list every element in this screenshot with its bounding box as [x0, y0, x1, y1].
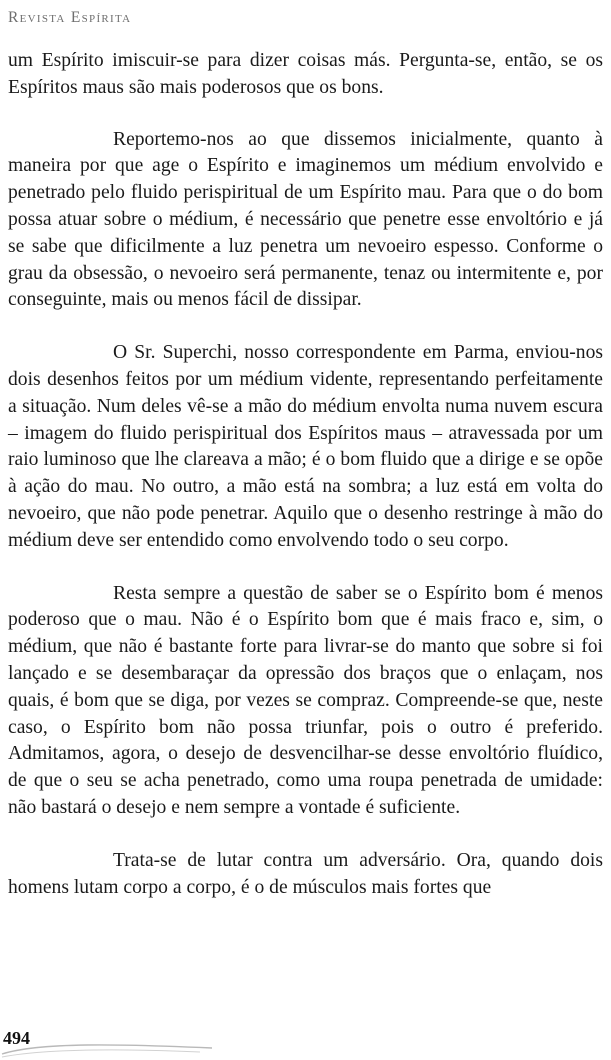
paragraph-struggle-adversary: Trata-se de lutar contra um adversário. Ora, quando dois homens lutam corpo a corpo, é o de músculos mais fortes que [8, 849, 603, 898]
swoosh-ornament-icon [0, 1022, 220, 1060]
page-body [8, 48, 603, 927]
paragraph-superchi-drawings: O Sr. Superchi, nosso correspondente em Parma, enviou-nos dois desenhos feitos por um médium vidente, representando perfeitamente a situação. Num deles vê-se a mão do médium envolta numa nuvem escura – imagem do fluido perispiritual dos Espíritos maus – atravessada por um raio luminoso que lhe clareava a mão; é o bom fluido que a dirige e se opõe à ação do mau. No outro, a mão está na sombra; a luz está em volta do nevoeiro, que não pode penetrar. Aquilo que o desenho restringe à mão do médium deve ser entendido como envolvendo todo o seu corpo. [8, 342, 603, 551]
paragraph-good-spirit-question: Resta sempre a questão de saber se o Espírito bom é menos poderoso que o mau. Não é o Espírito bom que é mais fraco e, sim, o médium, que não é bastante forte para livrar-se do manto que sobre si foi lançado e se desembaraçar da opressão dos braços que o enlaçam, nos quais, é bom que se diga, por vezes se compraz. Compreende-se que, neste caso, o Espírito bom não possa triunfar, pois o outro é preferido. Admitamos, agora, o desejo de desvencilhar-se desse envoltório fluídico, de que o seu se acha penetrado, como uma roupa penetrada de umidade: não bastará o desejo e nem sempre a vontade é suficiente. [8, 582, 603, 818]
page-footer [0, 1022, 611, 1060]
paragraph-mediumship-fluid: Reportemo-nos ao que dissemos inicialmente, quanto à maneira por que age o Espírito e imaginemos um médium envolvido e penetrado pelo fluido perispiritual de um Espírito mau. Para que o do bom possa atuar sobre o médium, é necessário que penetre esse envoltório e já se sabe que dificilmente a luz penetra um nevoeiro espesso. Conforme o grau da obsessão, o nevoeiro será permanente, tenaz ou intermitente e, por conseguinte, mais ou menos fácil de dissipar. [8, 128, 603, 311]
running-header: Revista Espírita [8, 9, 132, 26]
page-number: 494 [3, 1028, 30, 1048]
paragraph-continuation: um Espírito imiscuir-se para dizer coisas más. Pergunta-se, então, se os Espíritos maus são mais poderosos que os bons. [8, 50, 603, 98]
